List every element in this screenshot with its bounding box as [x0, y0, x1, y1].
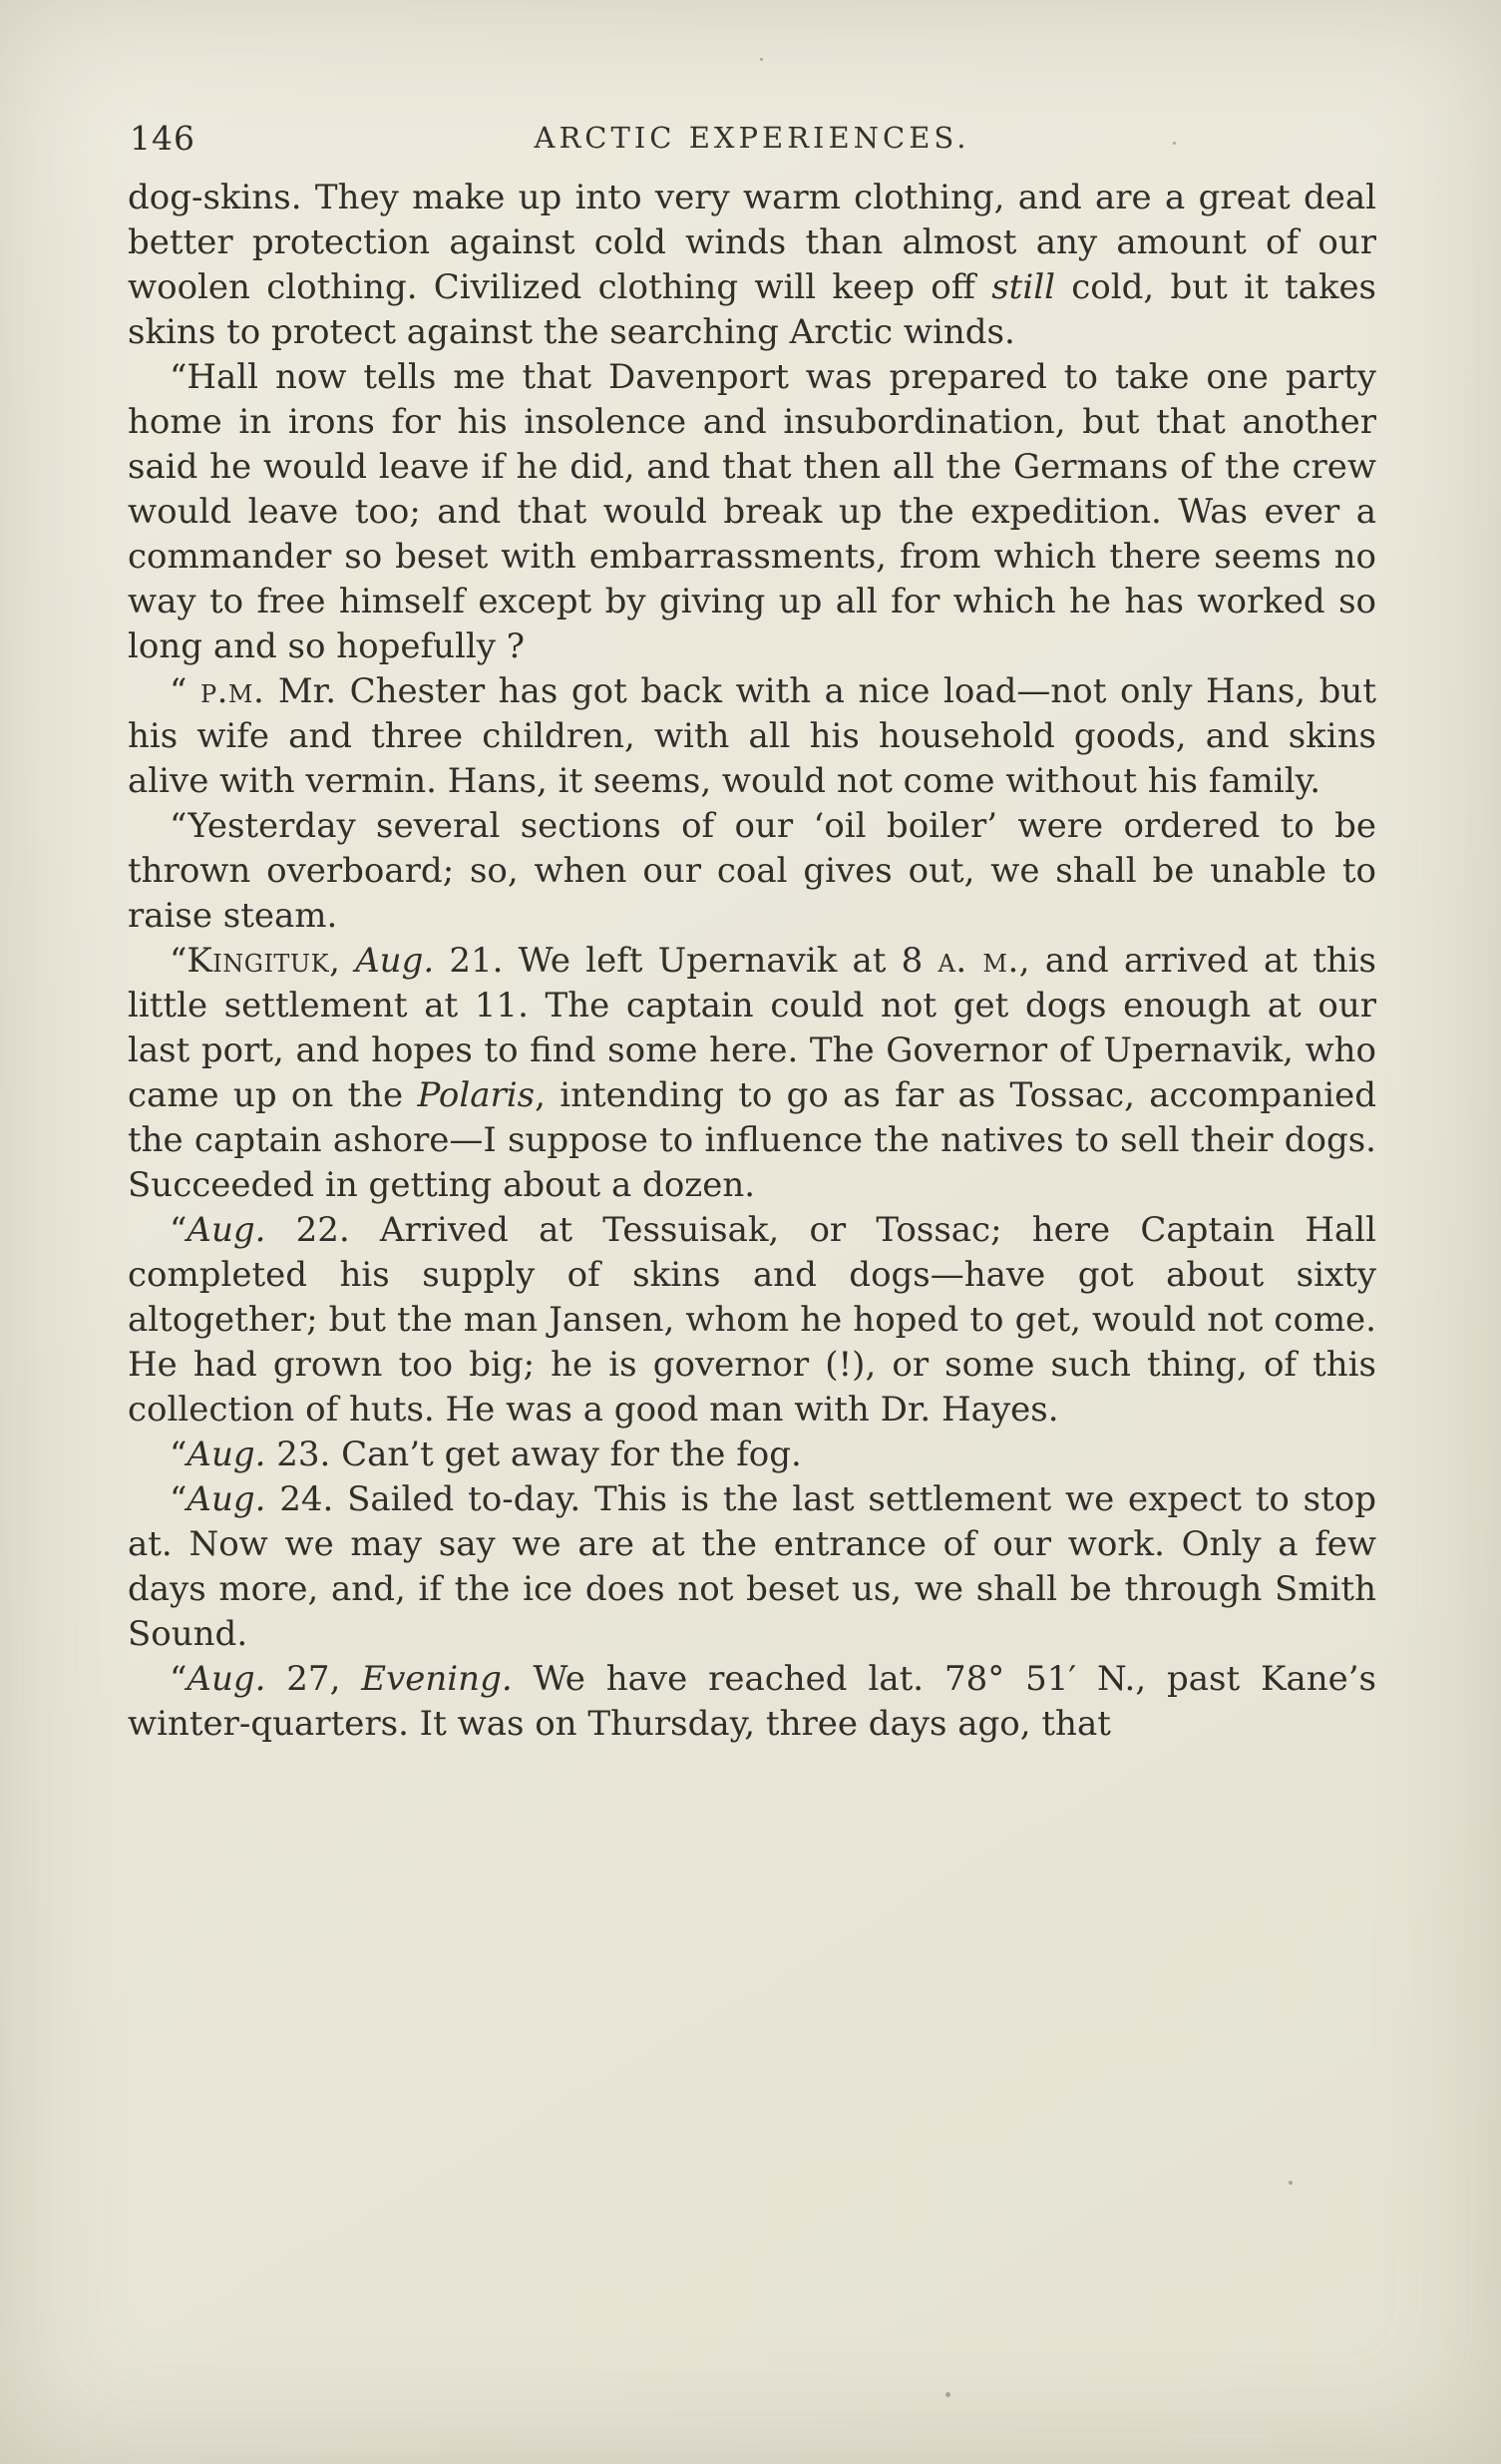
running-header: ARCTIC EXPERIENCES.	[534, 121, 970, 155]
body-text: “	[170, 1479, 188, 1519]
body-text: Mr. Chester has got back with a nice load—not only Hans, but his wife and three children, with all his household goods, and skins alive with vermin. Hans, it seems, would not come without his family.	[128, 671, 1376, 801]
paragraph	[128, 804, 1376, 939]
body-text: “Hall now tells me that Davenport was prepared to take one party home in irons for his insolence and insubordination, but that another said he would leave if he did, and that then all the Germans of the crew would leave too; and that would break up the expedition. Was ever a commander so beset with embarrassments, from which there seems no way to free himself except by giving up all for which he has worked so long and so hopefully ?	[128, 357, 1376, 666]
body-text: dog-skins. They make up into very warm clothing, and are a great deal better protection against cold winds than almost any amount of our woolen clothing. Civilized clothing will keep off	[128, 178, 1376, 307]
italic-text: still	[991, 267, 1055, 307]
paragraph	[128, 1657, 1376, 1747]
paragraph	[128, 1208, 1376, 1433]
italic-text: Aug.	[187, 1479, 266, 1519]
body-text: cold, but it takes skins to protect against the searching Arctic winds.	[128, 267, 1377, 352]
scan-speck	[1173, 142, 1176, 145]
page-number: 146	[130, 119, 195, 158]
paragraph	[128, 1477, 1376, 1657]
italic-text: Polaris	[417, 1075, 536, 1115]
body-text: ,	[329, 941, 356, 981]
body-text: 27,	[265, 1659, 362, 1699]
scan-speck	[760, 58, 763, 61]
page-header	[128, 116, 1376, 162]
body-text: “	[170, 1659, 188, 1699]
italic-text: Aug.	[355, 941, 435, 981]
italic-text: Aug.	[187, 1435, 266, 1474]
paragraph	[128, 1433, 1376, 1477]
small-caps-text: Kingituk	[187, 941, 330, 981]
body-text: 24. Sailed to-day. This is the last settlement we expect to stop at. Now we may say we are at the entrance of our work. Only a few days more, and, if the ice does not beset us, we shall be through Smith Sound.	[128, 1479, 1376, 1654]
body-text: “	[170, 1435, 188, 1474]
body-text: “	[170, 941, 188, 981]
page-content	[128, 116, 1376, 1747]
italic-text: Aug.	[187, 1659, 266, 1699]
small-caps-text: p.m.	[199, 671, 265, 711]
small-caps-text: a. m.	[938, 941, 1019, 981]
body-text: 23. Can’t get away for the fog.	[265, 1435, 802, 1474]
text-block	[128, 176, 1376, 1747]
body-text: “	[170, 671, 200, 711]
body-text: “Yesterday several sections of our ‘oil boiler’ were ordered to be thrown overboard; so, when our coal gives out, we shall be unable to raise steam.	[128, 806, 1376, 936]
scan-speck	[1289, 2181, 1293, 2185]
italic-text: Aug.	[187, 1210, 266, 1250]
italic-text: Evening.	[361, 1659, 513, 1699]
body-text: 22. Arrived at Tessuisak, or Tossac; here Captain Hall completed his supply of skins and dogs—have got about sixty altogether; but the man Jansen, whom he hoped to get, would not come. He had grown too big; he is governor (!), or some such thing, of this collection of huts. He was a good man with Dr. Hayes.	[128, 1210, 1376, 1430]
body-text: , and arrived at this little settlement at 11. The captain could not get dogs enough at our last port, and hopes to find some here. The Governor of Upernavik, who came up on the	[128, 941, 1376, 1115]
body-text: We have reached lat. 78° 51′ N., past Kane’s winter-quarters. It was on Thursday, three days ago, that	[128, 1659, 1376, 1744]
paragraph	[128, 939, 1376, 1208]
paragraph	[128, 176, 1376, 355]
body-text: 21. We left Upernavik at 8	[434, 941, 938, 981]
body-text: “	[170, 1210, 188, 1250]
body-text: , intending to go as far as Tossac, accompanied the captain ashore—I suppose to influence the natives to sell their dogs. Succeeded in getting about a dozen.	[128, 1075, 1376, 1205]
paragraph	[128, 669, 1376, 804]
scan-speck	[945, 2392, 950, 2397]
paragraph	[128, 355, 1376, 669]
